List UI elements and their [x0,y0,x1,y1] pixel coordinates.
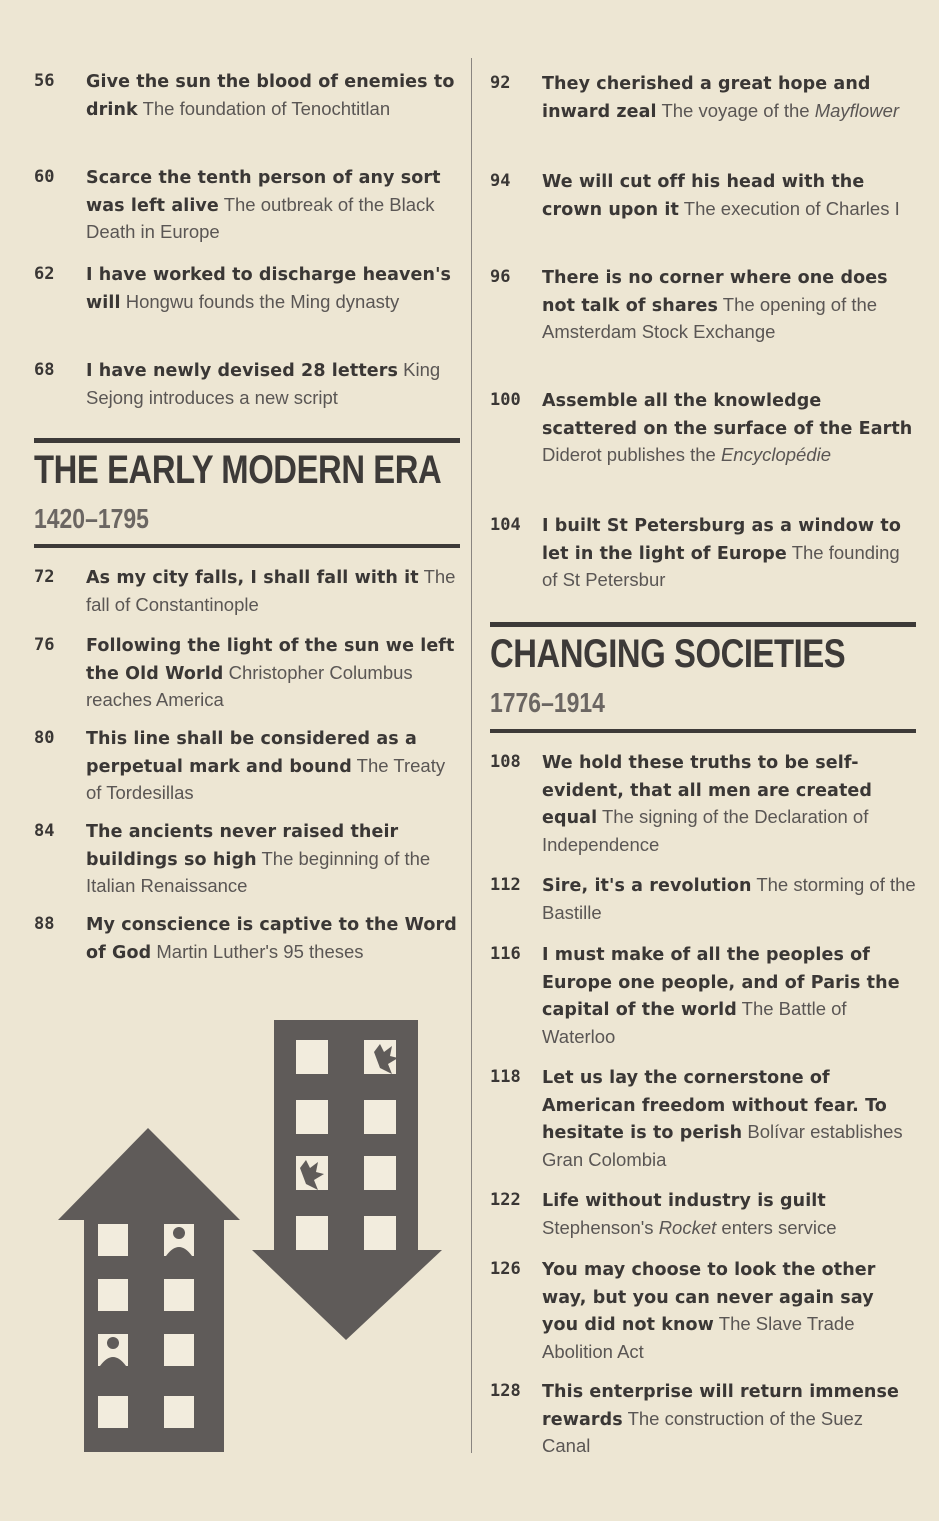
entry-quote: Life without industry is guilt [542,1191,826,1211]
entry-description: The execution of Charles I [683,197,900,219]
entry-description: Christopher Columbus reaches America [86,661,413,710]
page-number: 76 [34,635,55,655]
entry-description: Diderot publishes the Encyclopédie [542,444,831,465]
entry-quote: Let us lay the cornerstone of American freedom without fear. To hesitate is to perish [542,1068,887,1143]
page-number: 108 [490,752,521,772]
entry-quote: This line shall be considered as a perpetual mark and bound [86,729,417,777]
page-number: 62 [34,264,55,284]
buildings-arrows-illustration [56,1020,446,1460]
section-years: 1776–1914 [490,687,605,718]
entry-quote: Sire, it's a revolution [542,876,752,896]
entry-quote: Scarce the tenth person of any sort was left alive [86,168,441,216]
entry-description: King Sejong introduces a new script [86,359,441,408]
section-rule-top [34,438,460,443]
entry-quote: We hold these truths to be self-evident, that all men are created equal [542,753,873,828]
page-number: 80 [34,728,55,748]
entry-quote: There is no corner where one does not talk of shares [542,268,888,316]
entry-description: The Battle of Waterloo [542,998,847,1047]
page-number: 56 [34,71,55,91]
entry-quote: My conscience is captive to the Word of God [86,915,457,963]
page-number: 96 [490,267,511,287]
entry-quote: The ancients never raised their buildings so high [86,822,399,870]
up-arrow-building-icon [58,1128,240,1452]
entry-description: The Treaty of Tordesillas [86,754,446,803]
entry-quote: Assemble all the knowledge scattered on the surface of the Earth [542,391,913,439]
page-number: 112 [490,875,521,895]
page-number: 68 [34,360,55,380]
entry-description: Stephenson's Rocket enters service [542,1216,837,1238]
entry-quote: Give the sun the blood of enemies to drink [86,72,455,120]
section-rule-top [490,622,916,627]
entry-quote: I must make of all the peoples of Europe one people, and of Paris the capital of the world [542,945,900,1020]
entry-description: Martin Luther's 95 theses [156,940,364,962]
entry-quote: I have newly devised 28 letters [86,361,398,381]
column-divider [471,58,472,1453]
section-title: CHANGING SOCIETIES [490,632,846,676]
page-number: 100 [490,390,521,410]
page-number: 128 [490,1381,521,1401]
page-number: 116 [490,944,521,964]
entry-description: The construction of the Suez Canal [542,1407,864,1456]
page-number: 122 [490,1190,521,1210]
entry-quote: You may choose to look the other way, but you can never again say you did not know [542,1260,876,1335]
entry-description: Hongwu founds the Ming dynasty [125,290,400,312]
entry-description: The fall of Constantinople [86,566,456,615]
entry-description: Bolívar establishes Gran Colombia [542,1121,903,1170]
entry-description: The outbreak of the Black Death in Europe [86,193,435,242]
entry-description: The signing of the Declaration of Independence [542,806,869,855]
entry-description: The founding of St Petersbur [542,541,900,590]
section-years: 1420–1795 [34,503,149,534]
entry-quote: I built St Petersburg as a window to let in the light of Europe [542,516,901,564]
section-title: THE EARLY MODERN ERA [34,448,442,492]
page-number: 88 [34,914,55,934]
entry-description: The foundation of Tenochtitlan [142,97,391,119]
entry-quote: As my city falls, I shall fall with it [86,568,419,588]
page-number: 72 [34,567,55,587]
entry-quote: This enterprise will return immense rewards [542,1382,899,1430]
page-number: 60 [34,167,55,187]
page-number: 92 [490,73,511,93]
entry-description: The voyage of the Mayflower [661,99,900,121]
entry-quote: I have worked to discharge heaven's will [86,265,452,313]
page-number: 126 [490,1259,521,1279]
section-rule-bottom [490,729,916,733]
section-rule-bottom [34,544,460,548]
entry-quote: Following the light of the sun we left the Old World [86,636,455,684]
page-number: 84 [34,821,55,841]
entry-quote: We will cut off his head with the crown upon it [542,172,865,220]
entry-description: The Slave Trade Abolition Act [542,1313,855,1362]
page-number: 104 [490,515,521,535]
page-number: 94 [490,171,511,191]
entry-description: The opening of the Amsterdam Stock Exchange [542,293,878,342]
entry-quote: They cherished a great hope and inward zeal [542,74,871,122]
entry-description: The storming of the Bastille [542,874,916,923]
page-number: 118 [490,1067,521,1087]
entry-description: The beginning of the Italian Renaissance [86,847,431,896]
